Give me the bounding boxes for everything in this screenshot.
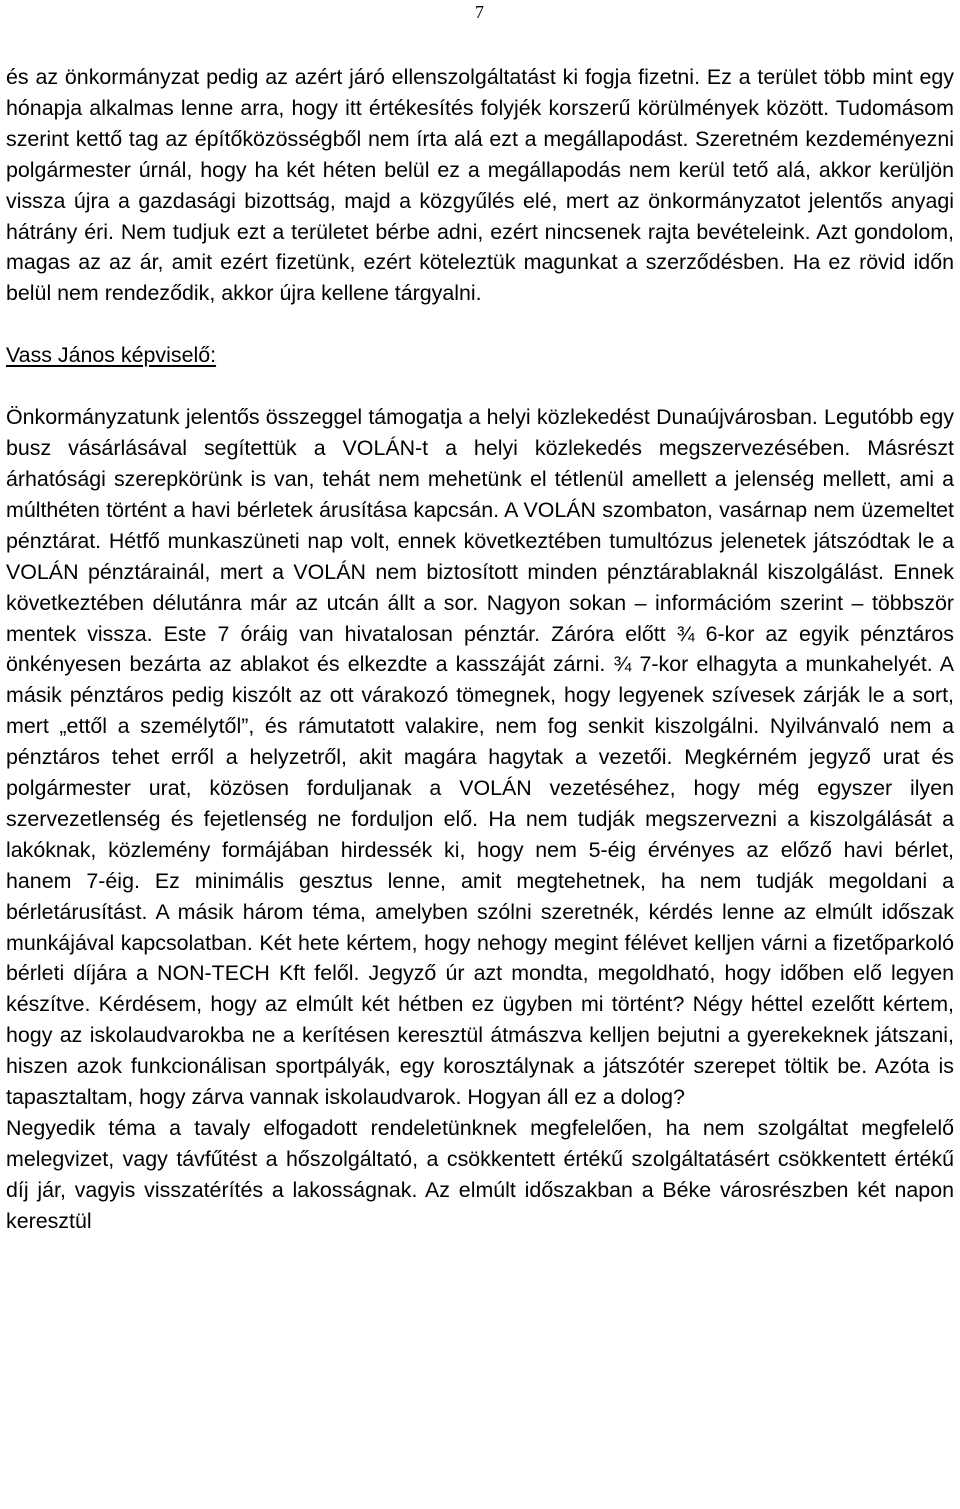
paragraph-1: és az önkormányzat pedig az azért járó ellenszolgáltatást ki fogja fizetni. Ez a terület több mint egy hónapja alkalmas lenne arra, hogy itt értékesítés folyjék korszerű körülmények között. Tudomásom szerint kettő tag az építőközösségből nem írta alá ezt a megállapodást. Szeretném kezdeményezni polgármester úrnál, hogy ha két héten belül ez a megállapodás nem kerül tető alá, akkor kerüljön vissza újra a gazdasági bizottság, majd a közgyűlés elé, mert az önkormányzatot jelentős anyagi hátrány éri. Nem tudjuk ezt a területet bérbe adni, ezért nincsenek rajta bevételeink. Azt gondolom, magas az az ár, amit ezért fizetünk, ezért köteleztük magunkat a szerződésben. Ha ez rövid időn belül nem rendeződik, akkor újra kellene tárgyalni. (6, 65, 954, 306)
page-number: 7 (475, 2, 484, 22)
document-body (6, 62, 954, 1237)
speaker-heading: Vass János képviselő: (6, 343, 217, 368)
paragraph-2: Önkormányzatunk jelentős összeggel támogatja a helyi közlekedést Dunaújvárosban. Legutóbb egy busz vásárlásával segítettük a VOLÁN-t a helyi közlekedés megszervezésében. Másrészt árhatósági szerepkörünk is van, tehát nem mehetünk el tétlenül amellett a jelenség mellett, ami a múlthéten történt a havi bérletek árusítása kapcsán. A VOLÁN szombaton, vasárnap nem üzemeltet pénztárat. Hétfő munkaszüneti nap volt, ennek következtében tumultózus jelenetek játszódtak le a VOLÁN pénztárainál, mert a VOLÁN nem biztosított minden pénztárablaknál kiszolgálást. Ennek következtében délutánra már az utcán állt a sor. Nagyon sokan – információm szerint – többször mentek vissza. Este 7 óráig van hivatalosan pénztár. Záróra előtt ¾ 6-kor az egyik pénztáros önkényesen bezárta az ablakot és elkezdte a kasszáját zárni. ¾ 7-kor elhagyta a munkahelyét. A másik pénztáros pedig kiszólt az ott várakozó tömegnek, hogy legyenek szívesek zárják le a sort, mert „ettől a személytől”, és rámutatott valakire, nem fog senkit kiszolgálni. Nyilvánvaló nem a pénztáros tehet erről a helyzetről, akit magára hagytak a vezetői. Megkérném jegyző urat és polgármester urat, közösen forduljanak a VOLÁN vezetéséhez, hogy még egyszer ilyen szervezetlenség és fejetlenség ne forduljon elő. Ha nem tudják megszervezni a kiszolgálását a lakóknak, közlemény formájában hirdessék ki, hogy nem 5-éig érvényes az előző havi bérlet, hanem 7-éig. Ez minimális gesztus lenne, amit megtehetnek, ha nem tudják megoldani a bérletárusítást. A másik három téma, amelyben szólni szeretnék, kérdés lenne az elmúlt időszak munkájával kapcsolatban. Két hete kértem, hogy nehogy megint félévet kelljen várni a fizetőparkoló bérleti díjára a NON-TECH Kft felől. Jegyző úr azt mondta, megoldható, hogy időben elő legyen készítve. Kérdésem, hogy az elmúlt két hétben ez ügyben mi történt? Négy héttel ezelőtt kértem, hogy az iskolaudvarokba ne a kerítésen keresztül átmászva kelljen bejutni a gyerekeknek játszani, hiszen azok funkcionálisan sportpályák, egy korosztálynak a játszótér szerepet töltik be. Azóta is tapasztaltam, hogy zárva vannak iskolaudvarok. Hogyan áll ez a dolog? (6, 405, 954, 1110)
paragraph-3: Negyedik téma a tavaly elfogadott rendeletünknek megfelelően, ha nem szolgáltat megfelelő melegvizet, vagy távfűtést a hőszolgáltató, a csökkentett értékű szolgáltatásért csökkentett értékű díj jár, vagyis visszatérítés a lakosságnak. Az elmúlt időszakban a Béke városrészben két napon keresztül (6, 1116, 954, 1233)
